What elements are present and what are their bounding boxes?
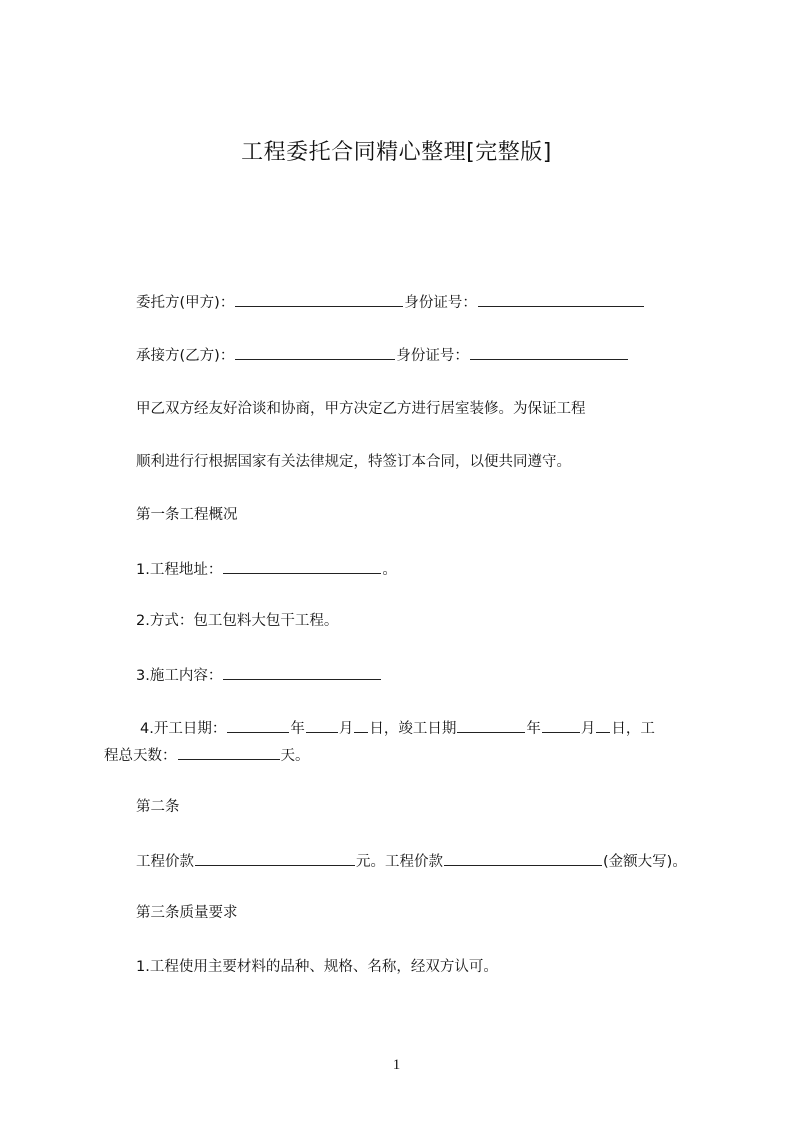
- article-1-item-2: 2.方式：包工包料大包干工程。: [136, 613, 339, 629]
- price-caps-note: (金额大写)。: [603, 854, 687, 870]
- start-date-label: 4.开工日期：: [140, 721, 227, 737]
- project-address-label: 1.工程地址：: [136, 562, 223, 578]
- party-a-label: 委托方(甲方)：: [136, 295, 235, 311]
- party-a-line: [136, 291, 645, 313]
- article-2-heading: 第二条: [136, 799, 180, 815]
- article-1-item-4-line-2: [104, 744, 310, 766]
- finish-year-unit: 年: [526, 721, 541, 737]
- party-b-label: 承接方(乙方)：: [136, 348, 235, 364]
- total-days-blank[interactable]: [178, 744, 280, 760]
- article-2-price-line: [136, 850, 687, 872]
- start-day-unit: 日，: [369, 721, 399, 737]
- page-number: 1: [392, 1057, 401, 1073]
- finish-year-blank[interactable]: [457, 717, 525, 733]
- project-address-end: 。: [382, 562, 397, 578]
- article-3-heading: 第三条质量要求: [136, 905, 238, 921]
- article-1-item-3: [136, 664, 382, 686]
- party-a-id-label: 身份证号：: [404, 295, 477, 311]
- article-3-item-1: 1.工程使用主要材料的品种、规格、名称，经双方认可。: [136, 959, 498, 975]
- party-b-id-blank[interactable]: [470, 344, 628, 360]
- intro-paragraph-line-2: 顺利进行行根据国家有关法律规定，特签订本合同，以便共同遵守。: [136, 454, 571, 470]
- party-b-name-blank[interactable]: [235, 344, 395, 360]
- document-title: 工程委托合同精心整理[完整版]: [241, 140, 552, 165]
- project-address-blank[interactable]: [223, 558, 381, 574]
- price-amount-blank[interactable]: [195, 850, 355, 866]
- price-caps-blank[interactable]: [444, 850, 602, 866]
- start-day-blank[interactable]: [354, 717, 368, 733]
- total-days-label: 程总天数：: [104, 748, 177, 764]
- party-b-line: [136, 344, 629, 366]
- article-1-item-1: [136, 558, 397, 580]
- price-label: 工程价款: [136, 854, 194, 870]
- finish-day-unit: 日，: [611, 721, 641, 737]
- party-a-id-blank[interactable]: [478, 291, 644, 307]
- start-month-unit: 月: [338, 721, 354, 737]
- start-year-blank[interactable]: [227, 717, 289, 733]
- finish-day-blank[interactable]: [596, 717, 610, 733]
- article-1-heading: 第一条工程概况: [136, 507, 238, 523]
- finish-month-unit: 月: [580, 721, 596, 737]
- finish-date-label: 竣工日期: [398, 721, 457, 737]
- construction-content-label: 3.施工内容：: [136, 668, 223, 684]
- start-month-blank[interactable]: [306, 717, 338, 733]
- price-label-2: 工程价款: [385, 854, 443, 870]
- party-b-id-label: 身份证号：: [396, 348, 469, 364]
- party-a-name-blank[interactable]: [235, 291, 403, 307]
- start-year-unit: 年: [290, 721, 305, 737]
- price-unit: 元。: [356, 854, 385, 870]
- total-days-unit: 天。: [280, 748, 310, 764]
- construction-content-blank[interactable]: [223, 664, 381, 680]
- intro-paragraph-line-1: 甲乙双方经友好洽谈和协商，甲方决定乙方进行居室装修。为保证工程: [136, 401, 586, 417]
- article-1-item-4-line-1: [140, 717, 655, 739]
- wrap-start-text: 工: [640, 721, 655, 737]
- finish-month-blank[interactable]: [542, 717, 580, 733]
